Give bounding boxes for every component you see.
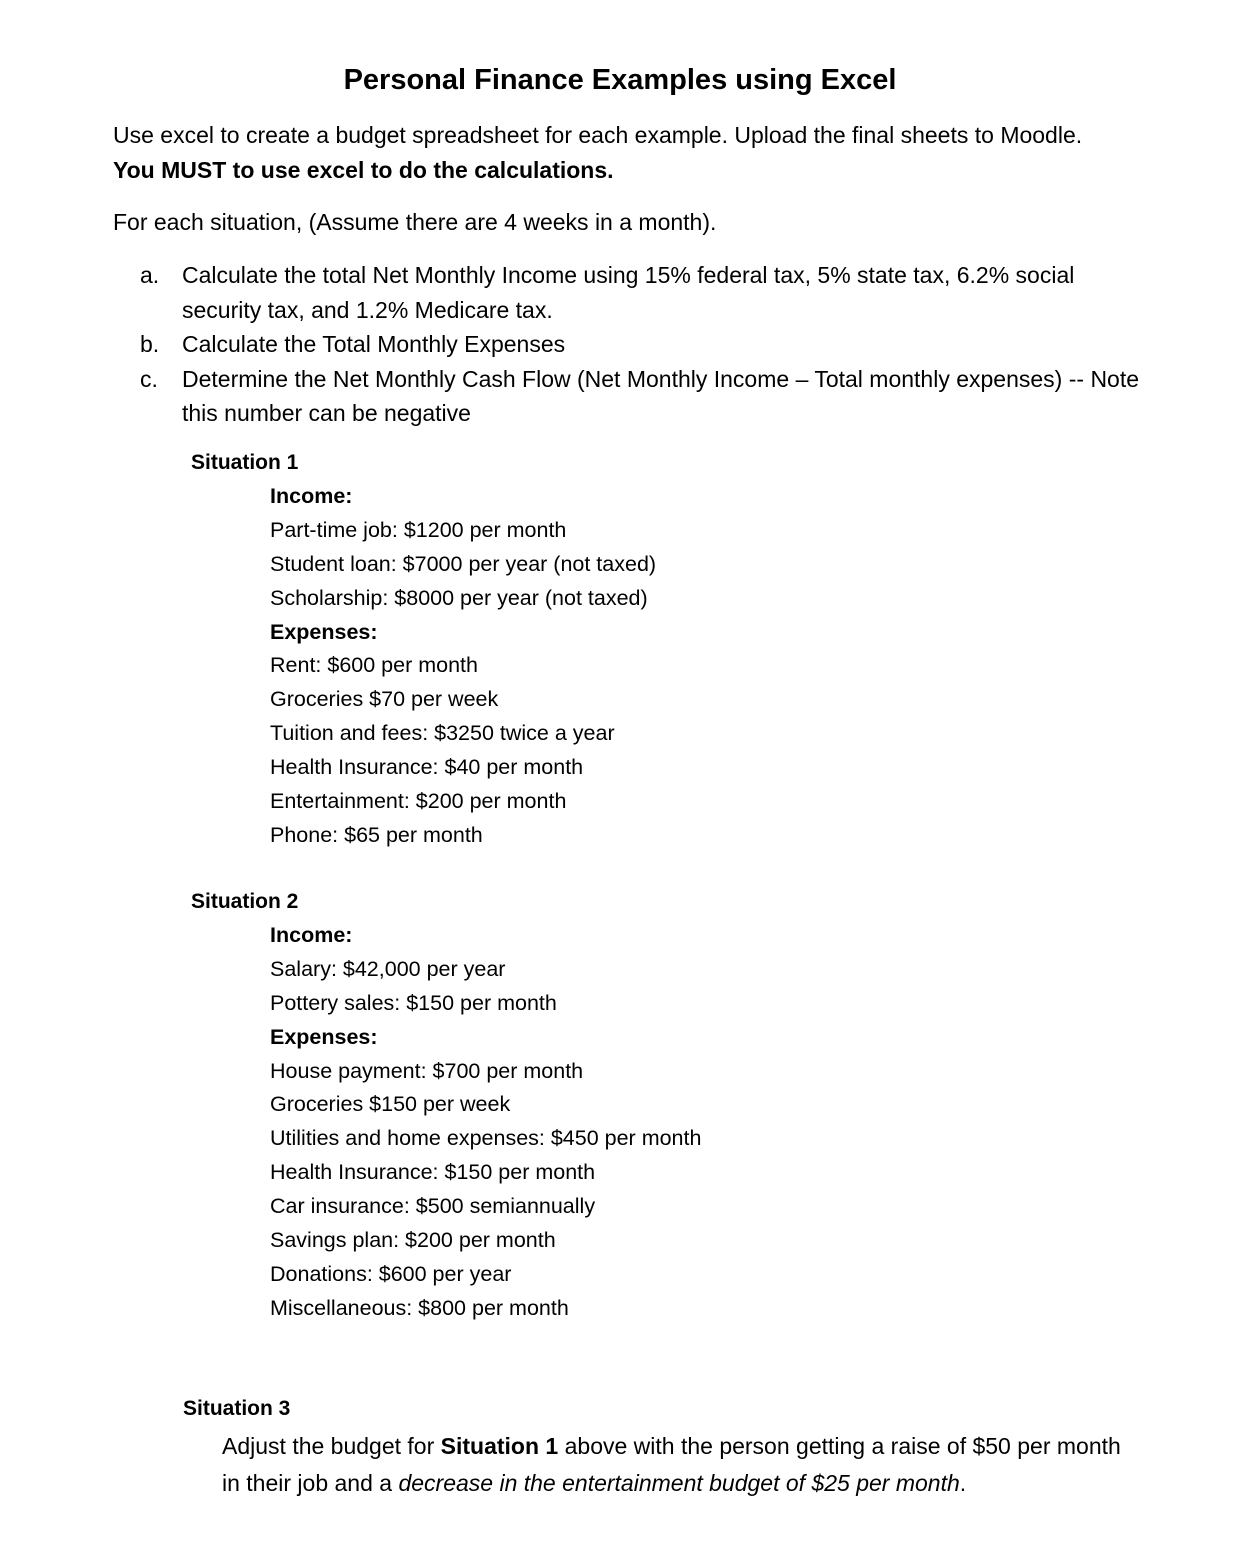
s3-text-italic: decrease in the entertainment budget of $25 per month	[398, 1469, 960, 1496]
task-text: Calculate the Total Monthly Expenses	[182, 331, 566, 357]
situation-1-heading: Situation 1	[191, 451, 299, 474]
expense-item: Groceries $70 per week	[270, 687, 499, 712]
income-item: Student loan: $7000 per year (not taxed)	[270, 551, 657, 576]
expense-item: Car insurance: $500 semiannually	[270, 1194, 596, 1219]
situation-2-heading: Situation 2	[191, 890, 299, 913]
income-item: Pottery sales: $150 per month	[270, 990, 557, 1015]
s3-text-before: Adjust the budget for	[222, 1433, 441, 1459]
expense-item: Tuition and fees: $3250 twice a year	[270, 721, 615, 746]
page-title: Personal Finance Examples using Excel	[343, 64, 897, 96]
expense-item: Savings plan: $200 per month	[270, 1228, 556, 1253]
task-text: Determine the Net Monthly Cash Flow (Net Monthly Income – Total monthly expenses) -- Note this number can be negative	[182, 365, 1140, 426]
situation-3-text	[222, 1428, 1122, 1501]
situation-1-details	[270, 480, 656, 853]
expenses-label: Expenses:	[270, 619, 378, 644]
income-item: Scholarship: $8000 per year (not taxed)	[270, 585, 648, 610]
expense-item: Health Insurance: $40 per month	[270, 755, 584, 780]
intro-assumption: For each situation, (Assume there are 4 weeks in a month).	[113, 209, 717, 235]
s3-text-bold: Situation 1	[440, 1433, 559, 1459]
task-marker: a.	[140, 262, 160, 288]
situation-3-heading: Situation 3	[183, 1397, 291, 1420]
expense-item: Rent: $600 per month	[270, 653, 478, 678]
expense-item: Entertainment: $200 per month	[270, 789, 567, 814]
task-marker: b.	[140, 331, 160, 357]
situation-2-details	[270, 919, 701, 1326]
task-marker: c.	[140, 365, 158, 392]
task-list	[140, 258, 1140, 431]
expense-item: Groceries $150 per week	[270, 1092, 511, 1117]
task-text: Calculate the total Net Monthly Income using 15% federal tax, 5% state tax, 6.2% social security tax, and 1.2% Medicare tax.	[182, 262, 1075, 323]
s3-text-end: .	[959, 1469, 967, 1496]
task-item	[140, 258, 1140, 327]
expense-item: Health Insurance: $150 per month	[270, 1160, 596, 1185]
expense-item: Phone: $65 per month	[270, 822, 483, 847]
s3-text-middle: above with the person getting a raise of $50 per month in their job and a	[222, 1433, 1121, 1496]
task-item	[140, 362, 1140, 431]
intro-instructions: Use excel to create a budget spreadsheet for each example. Upload the final sheets to Moodle.	[113, 122, 1083, 148]
income-label: Income:	[270, 923, 353, 947]
task-item	[140, 327, 1140, 362]
income-item: Salary: $42,000 per year	[270, 956, 506, 981]
intro-requirement: You MUST to use excel to do the calculations.	[113, 157, 614, 183]
expense-item: House payment: $700 per month	[270, 1058, 584, 1083]
expense-item: Utilities and home expenses: $450 per month	[270, 1126, 702, 1151]
income-label: Income:	[270, 484, 353, 508]
expense-item: Donations: $600 per year	[270, 1261, 512, 1286]
income-item: Part-time job: $1200 per month	[270, 517, 567, 542]
expense-item: Miscellaneous: $800 per month	[270, 1295, 569, 1320]
expenses-label: Expenses:	[270, 1024, 378, 1049]
